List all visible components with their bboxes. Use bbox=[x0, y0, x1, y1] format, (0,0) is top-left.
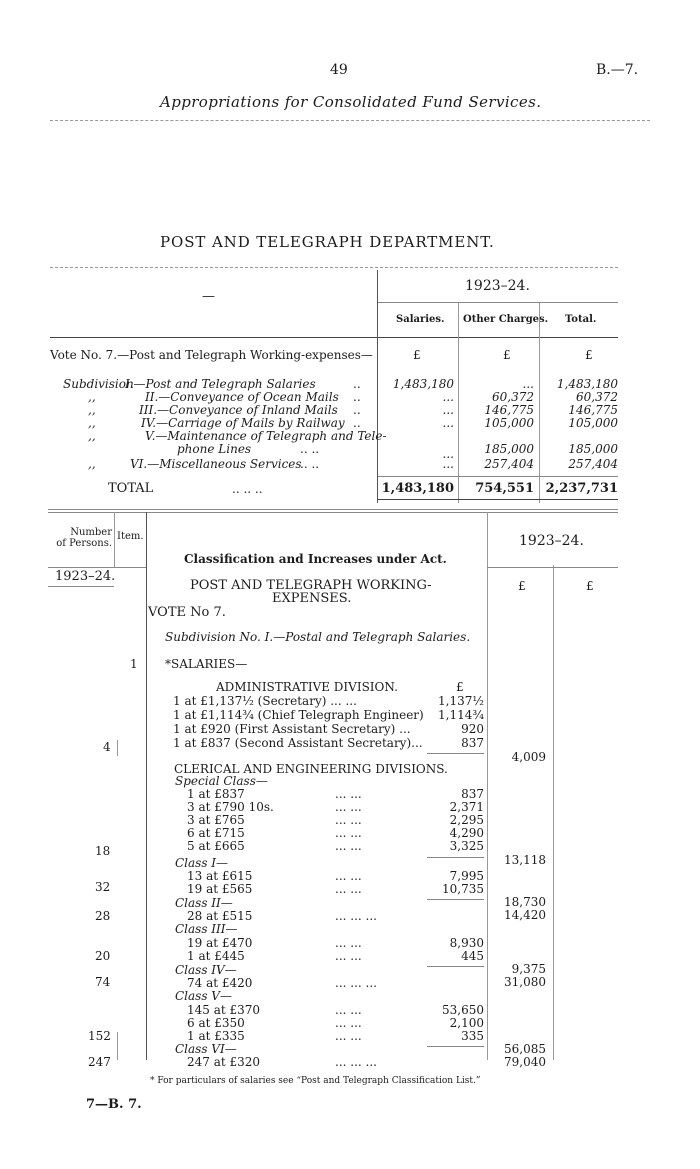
document-code: B.—7. bbox=[596, 62, 639, 78]
admin-total: 4,009 bbox=[511, 750, 546, 764]
subdivision-line: Subdivision No. I.—Postal and Telegraph Salaries. bbox=[165, 630, 471, 644]
class-2: Class II— bbox=[175, 896, 233, 910]
class-6: Class VI— bbox=[175, 1042, 237, 1056]
summary-total-label: TOTAL bbox=[108, 481, 154, 496]
currency-col2: £ bbox=[586, 579, 594, 593]
class6-persons: 247 bbox=[88, 1055, 111, 1069]
col-year: 1923–24. bbox=[519, 533, 584, 549]
class4-total: 31,080 bbox=[504, 975, 546, 989]
class1-total: 18,730 bbox=[504, 895, 546, 909]
vote-line: VOTE No 7. bbox=[148, 605, 226, 620]
item-number: 1 bbox=[130, 657, 138, 671]
summary-row-label: I.—Post and Telegraph Salaries bbox=[125, 377, 316, 391]
summary-row-salaries: 1,483,180 bbox=[392, 377, 454, 391]
summary-col-other: Other Charges. bbox=[463, 314, 549, 325]
salaries-heading: *SALARIES— bbox=[165, 657, 248, 671]
summary-total-other: 754,551 bbox=[475, 481, 534, 496]
class3-total: 9,375 bbox=[511, 962, 546, 976]
department-title: POST AND TELEGRAPH DEPARTMENT. bbox=[160, 233, 495, 251]
class1-persons: 32 bbox=[95, 880, 111, 894]
summary-col-salaries: Salaries. bbox=[396, 314, 445, 325]
page-subtitle: Appropriations for Consolidated Fund Services. bbox=[160, 93, 542, 111]
summary-col-total: Total. bbox=[565, 314, 597, 325]
special-class: Special Class— bbox=[175, 774, 268, 788]
header-rule bbox=[50, 120, 650, 121]
summary-vote-label: Vote No. 7.—Post and Telegraph Working-expenses— bbox=[50, 348, 373, 362]
class6-total: 79,040 bbox=[504, 1055, 546, 1069]
page-number: 49 bbox=[330, 62, 348, 78]
class2-total: 14,420 bbox=[504, 908, 546, 922]
section-title-line2: EXPENSES. bbox=[272, 591, 352, 606]
summary-row-total: 1,483,180 bbox=[556, 377, 618, 391]
footnote: * For particulars of salaries see “Post and Telegraph Classification List.” bbox=[150, 1076, 481, 1086]
class3-persons: 20 bbox=[95, 949, 111, 963]
summary-year: 1923–24. bbox=[465, 278, 530, 294]
col-persons-line2: of Persons. bbox=[56, 538, 112, 549]
class-1: Class I— bbox=[175, 856, 229, 870]
currency-col1: £ bbox=[518, 579, 526, 593]
special-persons: 18 bbox=[95, 844, 111, 858]
admin-persons: 4 bbox=[103, 740, 111, 754]
summary-currency-salaries: £ bbox=[413, 348, 421, 362]
summary-blank-header: — bbox=[202, 289, 215, 304]
class-3: Class III— bbox=[175, 922, 238, 936]
clerical-heading: CLERICAL AND ENGINEERING DIVISIONS. bbox=[174, 762, 448, 776]
col-persons-line1: Number bbox=[70, 527, 112, 538]
col-item: Item. bbox=[117, 531, 144, 542]
summary-total-total: 2,237,731 bbox=[545, 481, 618, 496]
class4-persons: 74 bbox=[95, 975, 111, 989]
section-title-line1: POST AND TELEGRAPH WORKING- bbox=[190, 578, 432, 593]
summary-row-prefix: Subdivision bbox=[63, 377, 134, 391]
summary-row-other: ... bbox=[522, 377, 534, 391]
class-5: Class V— bbox=[175, 989, 232, 1003]
class5-total: 56,085 bbox=[504, 1042, 546, 1056]
admin-row-amount: 1,137½ bbox=[438, 694, 484, 708]
persons-year: 1923–24. bbox=[55, 569, 116, 584]
col-classification: Classification and Increases under Act. bbox=[184, 552, 447, 566]
page-signature: 7—B. 7. bbox=[86, 1097, 142, 1112]
admin-heading: ADMINISTRATIVE DIVISION. bbox=[216, 680, 398, 694]
summary-currency-other: £ bbox=[503, 348, 511, 362]
admin-row: 1 at £1,137½ (Secretary) ... ... bbox=[173, 694, 357, 708]
admin-currency: £ bbox=[456, 680, 464, 694]
special-total: 13,118 bbox=[504, 853, 546, 867]
class5-persons: 152 bbox=[88, 1029, 111, 1043]
summary-currency-total: £ bbox=[585, 348, 593, 362]
class-4: Class IV— bbox=[175, 963, 237, 977]
class2-persons: 28 bbox=[95, 909, 111, 923]
summary-total-salaries: 1,483,180 bbox=[381, 481, 454, 496]
